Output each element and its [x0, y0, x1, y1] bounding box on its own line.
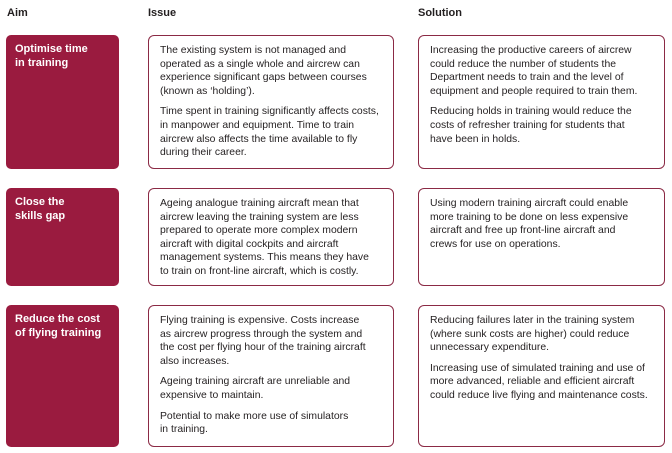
header-issue: Issue [148, 7, 177, 19]
issue-paragraph: Potential to make more use of simulators in training. [160, 410, 349, 436]
issue-box-optimise-time [148, 35, 394, 169]
issue-box-skills-gap [148, 188, 394, 286]
solution-box-skills-gap [418, 188, 665, 286]
aim-optimise-time: Optimise time in training [6, 35, 119, 169]
solution-paragraph: Increasing use of simulated training and use of more advanced, reliable and efficient aircraft could reduce live flying and maintenance costs. [430, 362, 648, 401]
solution-box-optimise-time [418, 35, 665, 169]
issue-paragraph: The existing system is not managed and operated as a single whole and aircrew can experience significant gaps between courses (known as ‘holding’). [160, 45, 367, 97]
solution-paragraph: Reducing failures later in the training system (where sunk costs are higher) could reduce unnecessary expenditure. [430, 315, 635, 354]
issue-paragraph: Ageing training aircraft are unreliable and expensive to maintain. [160, 376, 351, 401]
aim-close-skills-gap: Close the skills gap [6, 188, 119, 286]
aim-reduce-cost: Reduce the cost of flying training [6, 305, 119, 447]
issue-paragraph: Flying training is expensive. Costs increase as aircrew progress through the system and the cost per flying hour of the training aircraft also increases. [160, 315, 366, 367]
issue-paragraph: Ageing analogue training aircraft mean that aircrew leaving the training system are less prepared to operate more complex modern aircraft with digital cockpits and aircraft management systems. This means they have to train on front-line aircraft, which is costly. [160, 198, 369, 277]
header-solution: Solution [418, 7, 462, 19]
issue-box-reduce-cost [148, 305, 394, 447]
solution-paragraph: Using modern training aircraft could enable more training to be done on less expensive aircraft and free up front-line aircraft and crews for use on operations. [430, 198, 629, 250]
solution-paragraph: Increasing the productive careers of aircrew could reduce the number of students the Department needs to train and the level of equipment and people required to train them. [430, 45, 638, 97]
solution-box-reduce-cost [418, 305, 665, 447]
header-aim: Aim [7, 7, 28, 19]
solution-paragraph: Reducing holds in training would reduce the costs of refresher training for students that have been in holds. [430, 106, 632, 145]
issue-paragraph: Time spent in training significantly affects costs, in manpower and equipment. Time to train aircrew also affects the time available to fly during their career. [160, 106, 379, 159]
